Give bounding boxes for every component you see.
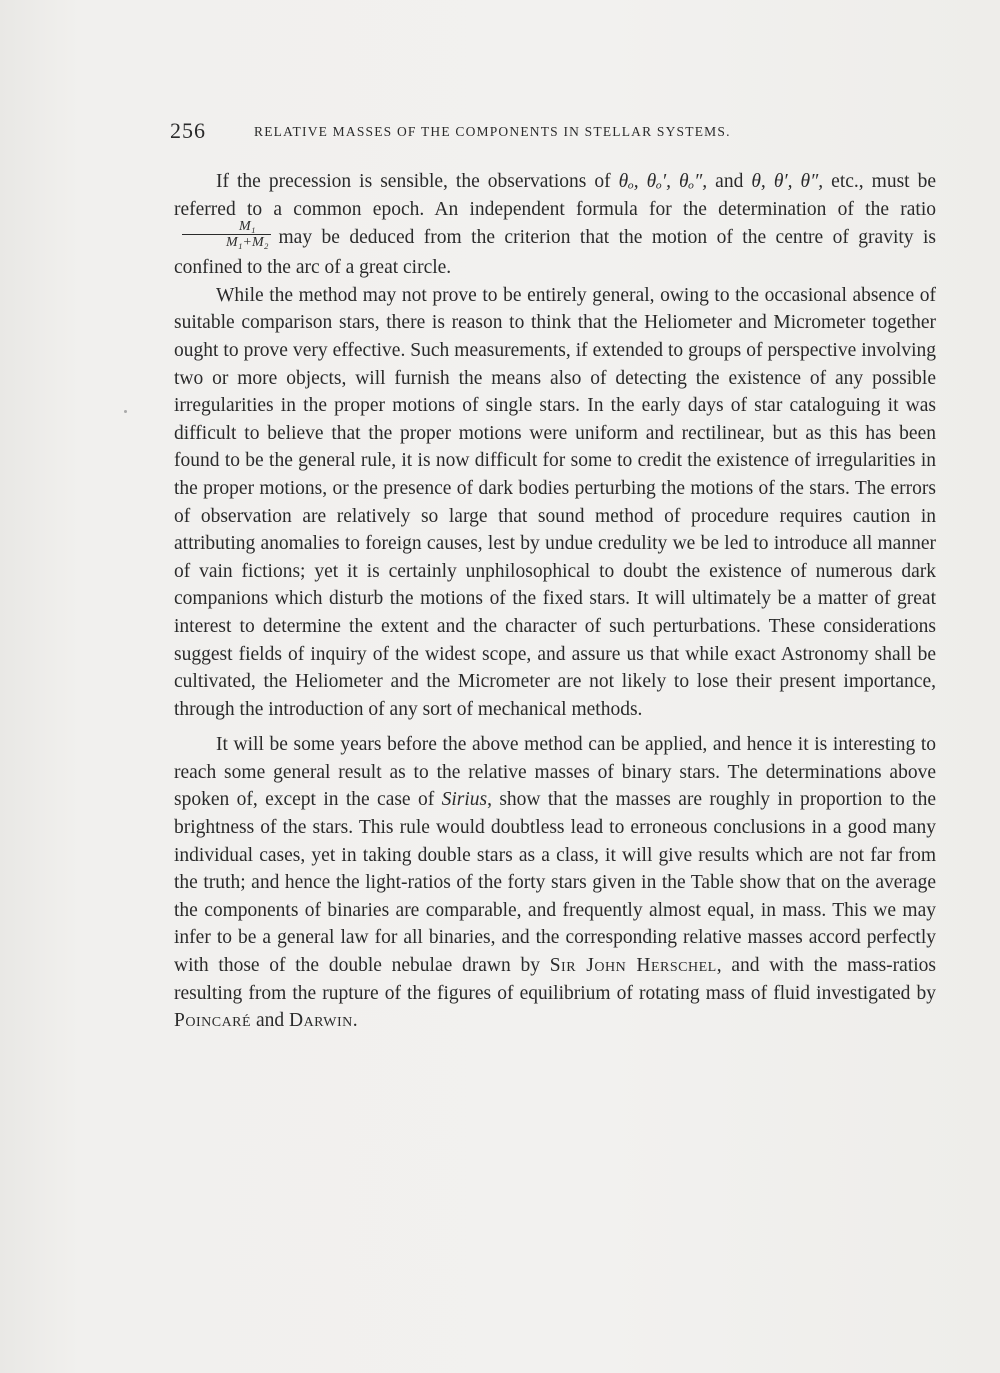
para3-text-c: , and with the mass-ratios resulting from the rupture of the figures of equilibrium of rotating mass of fluid investigated by: [174, 955, 936, 1004]
para3-text-b: , show that the masses are roughly in proportion to the brightness of the stars. This rule would doubtless lead to erroneous conclusions in a good many individual cases, yet in taking double stars as a class, it will give results which are not far from the truth; and hence the light-ratios of the forty stars given in the Table show that on the average the components of binaries are comparable, and frequently almost equal, in mass. This we may infer to be a general law for all binaries, and the corresponding relative masses accord perfectly with those of the double nebulae drawn by: [174, 789, 936, 977]
paragraph-2: While the method may not prove to be entirely general, owing to the occasional absence of suitable comparison stars, there is reason to think that the Heliometer and Micrometer together ought to prove very effective. Such measurements, if extended to groups of perspective involving two or more objects, will furnish the means also of detecting the existence of any possible irregularities in the proper motions of single stars. In the early days of star cataloguing it was difficult to believe that the proper motions were uniform and rectilinear, but as this has been found to be the general rule, it is now difficult for some to credit the existence of irregularities in the proper motions, or the presence of dark bodies perturbing the motions of the stars. The errors of observation are relatively so large that sound method of procedure requires caution in attributing anomalies to foreign causes, lest by undue credulity we be led to introduce all manner of vain fictions; yet it is certainly unphilosophical to doubt the existence of numerous dark companions which disturb the motions of the fixed stars. It will ultimately be a matter of great interest to determine the extent and the character of such perturbations. These considerations suggest fields of inquiry of the widest scope, and assure us that while exact Astronomy shall be cultivated, the Heliometer and the Micrometer are not likely to lose their present importance, through the introduction of any sort of mechanical methods.: [174, 284, 936, 720]
sirius-italic: Sirius: [441, 789, 488, 811]
running-head: RELATIVE MASSES OF THE COMPONENTS IN STELLAR SYSTEMS.: [254, 124, 731, 139]
fraction-denominator: M₁+M₂: [226, 235, 269, 251]
para1-text-d: may be deduced from the criterion that the motion of the centre of gravity is confined to the arc of a great circle.: [174, 227, 936, 279]
body-text: [174, 168, 936, 1035]
theta-sequence-2: θ, θ′, θ″,: [751, 171, 824, 192]
paragraph-1: [174, 168, 936, 282]
darwin-name: Darwin: [288, 1010, 353, 1032]
poincare-name: Poincaré: [174, 1010, 252, 1032]
page-number: 256: [170, 118, 206, 143]
paragraph-3: [174, 731, 936, 1035]
paper-speck: [124, 410, 127, 413]
para3-text-e: .: [352, 1010, 358, 1032]
fraction-numerator: M₁: [182, 219, 271, 235]
page-header: [170, 118, 850, 144]
herschel-name: Sir John Herschel: [549, 955, 717, 977]
para3-text-a: It will be some years before the above method can be applied, and hence it is interesting to reach some general result as to the relative masses of binary stars. The determinations above spoken of, except in the case of: [174, 734, 936, 811]
para1-text-a: If the precession is sensible, the observations of: [216, 171, 619, 192]
theta-sequence-1: θₒ, θₒ′, θₒ″,: [618, 171, 708, 192]
para1-text-b: and: [707, 171, 752, 192]
mass-ratio-fraction: [182, 219, 271, 250]
para3-text-d: and: [251, 1010, 289, 1032]
para1-text-c: etc., must be referred to a common epoch. An independent formula for the determination of the ratio: [174, 171, 937, 220]
